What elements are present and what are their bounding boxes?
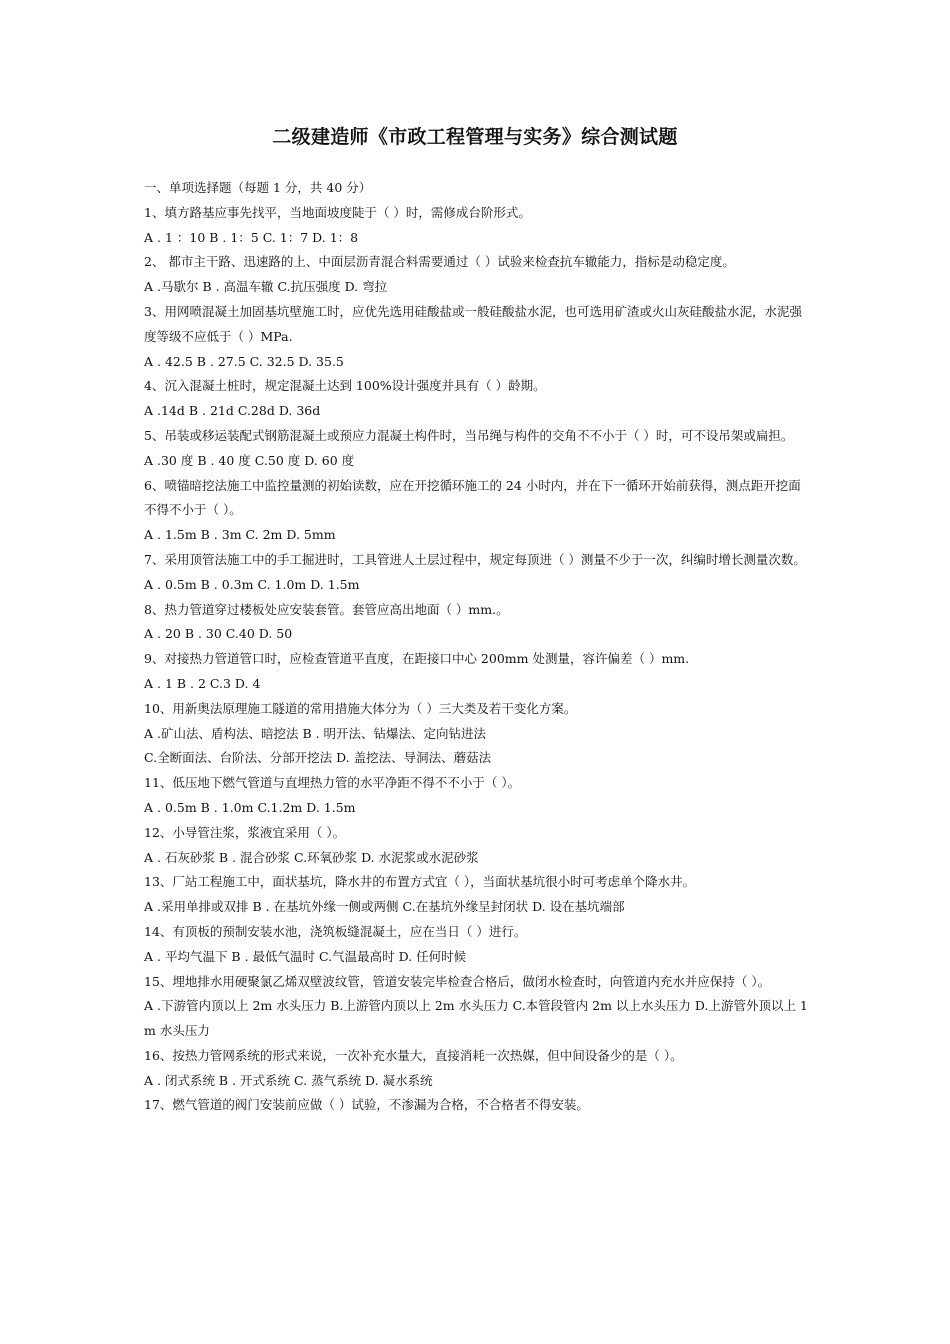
document-line: A . 20 B . 30 C.40 D. 50	[144, 626, 293, 642]
document-line: 4、沉入混凝土桩时，规定混凝土达到 100%设计强度并具有（ ）龄期。	[144, 378, 546, 394]
document-line: A .马歇尔 B . 高温车辙 C.抗压强度 D. 弯拉	[144, 279, 388, 295]
document-line: 14、有顶板的预制安装水池，浇筑板缝混凝土，应在当日（ ）进行。	[144, 923, 527, 939]
document-line: 7、采用顶管法施工中的手工掘进时，工具管进人土层过程中，规定每顶进（ ）测量不少于一次，纠编时增长测量次数。	[144, 551, 806, 567]
document-line: 15、埋地排水用硬聚氯乙烯双壁波纹管，管道安装完毕检查合格后，做闭水检查时，向管道内充水并应保持（ ）。	[144, 973, 771, 989]
document-line: 一、单项选择题（每题 1 分，共 40 分）	[144, 180, 372, 195]
document-line: A . 1 ：10 B . 1：5 C. 1：7 D. 1：8	[144, 229, 359, 245]
document-line: A . 平均气温下 B . 最低气温时 C.气温最高时 D. 任何时候	[144, 948, 467, 964]
document-line: 11、低压地下燃气管道与直埋热力管的水平净距不得不不小于（ ）。	[144, 775, 521, 791]
document-line: 8、热力管道穿过楼板处应安装套管。套管应高出地面（ ）mm.。	[144, 601, 509, 617]
document-line: C.全断面法、台阶法、分部开挖法 D. 盖挖法、导洞法、蘑菇法	[144, 750, 492, 766]
document-line: A . 石灰砂浆 B . 混合砂浆 C.环氧砂浆 D. 水泥浆或水泥砂浆	[144, 849, 479, 865]
document-line: 3、用网喷混凝土加固基坑壁施工时，应优先选用硅酸盐或一般硅酸盐水泥，也可选用矿渣或火山灰硅酸盐水泥，水泥强度等级不应低于（ ）MPa.	[144, 303, 802, 344]
document-line: A . 1 B . 2 C.3 D. 4	[144, 675, 261, 691]
document-title: 二级建造师《市政工程管理与实务》综合测试题	[272, 126, 678, 148]
document-line: 16、按热力管网系统的形式来说，一次补充水量大，直接消耗一次热媒，但中间设备少的是（ ）。	[144, 1047, 683, 1063]
document-line: 12、小导管注浆，浆液宜采用（ ）。	[144, 824, 346, 840]
document-line: 10、用新奥法原理施工隧道的常用措施大体分为（ ）三大类及若干变化方案。	[144, 700, 577, 716]
document-line: A . 42.5 B . 27.5 C. 32.5 D. 35.5	[144, 353, 344, 369]
document-line: A .下游管内顶以上 2m 水头压力 B.上游管内顶以上 2m 水头压力 C.本管段管内 2m 以上水头压力 D.上游管外顶以上 1m 水头压力	[144, 998, 808, 1039]
document-line: A . 1.5m B . 3m C. 2m D. 5mm	[144, 527, 336, 543]
document-line: 17、燃气管道的阀门安装前应做（ ）试验，不渗漏为合格，不合格者不得安装。	[144, 1097, 589, 1113]
document-line: 9、对接热力管道管口时，应检查管道平直度，在距接口中心 200mm 处测量，容许偏差（ ）mm.	[144, 651, 690, 667]
document-line: A .采用单排或双排 B . 在基坑外缘一侧或两侧 C.在基坑外缘呈封闭状 D. 设在基坑端部	[144, 899, 625, 915]
question-list	[144, 176, 808, 1118]
document-line: 2、 都市主干路、迅速路的上、中面层沥青混合料需要通过（ ）试验来检查抗车辙能力，指标是动稳定度。	[144, 254, 735, 270]
document-line: 13、厂站工程施工中，面状基坑，降水井的布置方式宜（ ），当面状基坑很小时可考虑单个降水井。	[144, 874, 696, 890]
document-line: A . 0.5m B . 0.3m C. 1.0m D. 1.5m	[144, 576, 360, 592]
document-line: 1、填方路基应事先找平，当地面坡度陡于（ ）时，需修成台阶形式。	[144, 204, 531, 220]
document-line: A . 0.5m B . 1.0m C.1.2m D. 1.5m	[144, 799, 356, 815]
document-line: A .30 度 B . 40 度 C.50 度 D. 60 度	[144, 452, 355, 468]
document-line: A .14d B . 21d C.28d D. 36d	[144, 403, 321, 419]
document-line: A . 闭式系统 B . 开式系统 C. 蒸气系统 D. 凝水系统	[144, 1072, 433, 1088]
document-line: A .矿山法、盾构法、暗挖法 B . 明开法、钻爆法、定向钻进法	[144, 725, 487, 741]
document-line: 6、喷锚暗挖法施工中监控量测的初始读数，应在开挖循环施工的 24 小时内，并在下一循环开始前获得，测点距开挖面不得不小于（ ）。	[144, 477, 801, 518]
document-line: 5、吊装或移运装配式钢筋混凝土或预应力混凝土构件时，当吊绳与构件的交角不不小于（ ）时，可不设吊架或扁担。	[144, 427, 794, 443]
